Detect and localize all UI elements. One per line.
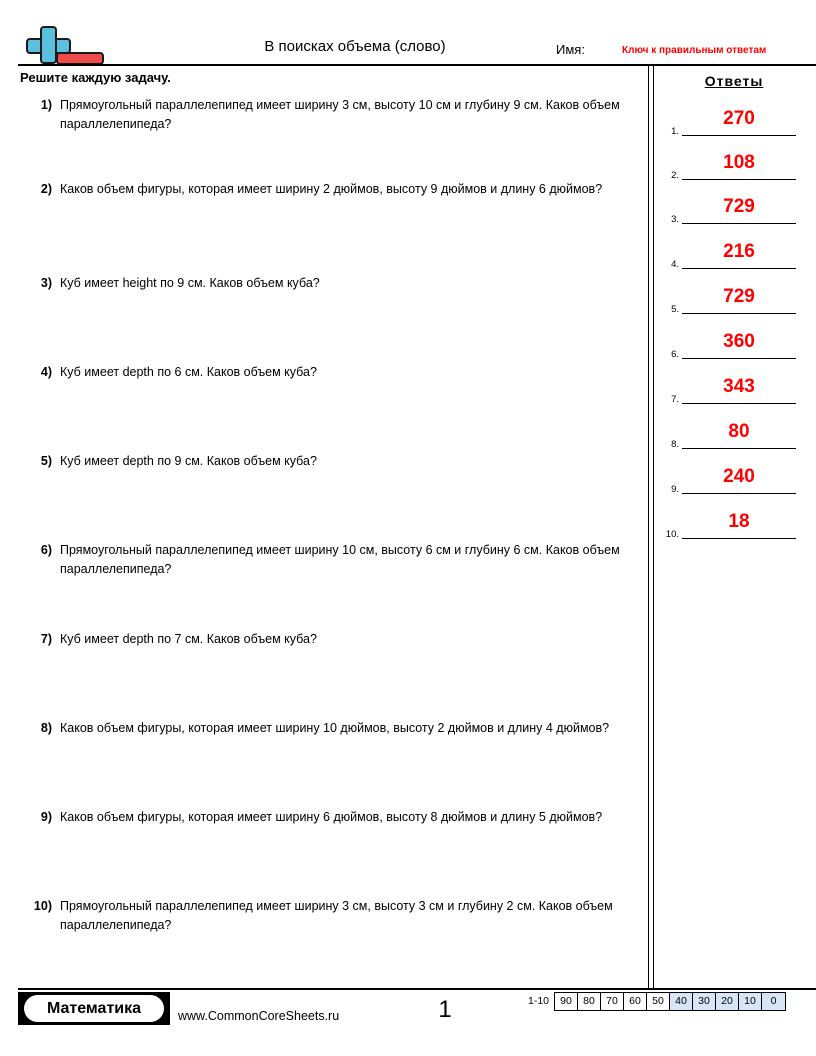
answer-number: 1. [671,126,679,137]
divider-line-right [653,64,654,988]
footer-divider [18,988,816,990]
header-divider [18,64,816,66]
question-number: 7) [40,632,52,646]
brand-pill [24,995,164,1022]
answer-value: 729 [723,196,755,217]
question-text: Куб имеет depth по 7 см. Каков объем куба? [60,632,317,646]
answer-row [660,417,810,461]
answer-slot [682,417,796,449]
question-number: 5) [40,454,52,468]
score-cell: 20 [716,993,739,1010]
question-text: Куб имеет depth по 6 см. Каков объем куба? [60,365,317,379]
answer-value: 360 [723,331,755,352]
answer-number: 9. [671,484,679,495]
instruction-text: Решите каждую задачу. [20,70,171,85]
answer-number: 6. [671,349,679,360]
plus-vertical-bar-icon [40,26,57,64]
question-text: Каков объем фигуры, которая имеет ширину 10 дюймов, высоту 2 дюймов и длину 4 дюймов? [60,721,610,735]
question-number: 9) [40,810,52,824]
answer-number: 8. [671,439,679,450]
answer-row [660,104,810,148]
name-field-label: Имя: [556,42,585,57]
score-cell: 50 [647,993,670,1010]
question-text: Прямоугольный параллелепипед имеет ширину 3 см, высоту 3 см и глубину 2 см. Каков объем параллелепипеда? [60,899,613,932]
answer-value: 240 [723,466,755,487]
answer-value: 216 [723,241,755,262]
answers-heading: Ответы [704,73,764,89]
page-number: 1 [438,996,452,1023]
plus-minus-logo-icon [18,26,108,64]
score-cell: 90 [555,993,578,1010]
question-text: Прямоугольный параллелепипед имеет ширину 10 см, высоту 6 см и глубину 6 см. Каков объем параллелепипеда? [60,543,620,576]
answer-slot [682,192,796,224]
answer-number: 3. [671,214,679,225]
score-cell: 80 [578,993,601,1010]
answer-row [660,148,810,192]
answer-row [660,192,810,236]
answer-slot [682,282,796,314]
score-range-label: 1-10 [528,995,550,1007]
answer-value: 343 [723,376,755,397]
score-cell: 0 [762,993,785,1010]
answer-number: 5. [671,304,679,315]
answer-number: 7. [671,394,679,405]
question-text: Каков объем фигуры, которая имеет ширину 2 дюймов, высоту 9 дюймов и длину 6 дюймов? [60,182,603,196]
answer-row [660,462,810,506]
question-text: Каков объем фигуры, которая имеет ширину 6 дюймов, высоту 8 дюймов и длину 5 дюймов? [60,810,603,824]
answer-slot [682,237,796,269]
answer-slot [682,507,796,539]
question-number: 6) [40,543,52,557]
answer-number: 10. [665,529,679,540]
answer-slot [682,372,796,404]
score-cell: 40 [670,993,693,1010]
question-number: 4) [40,365,52,379]
page-header [0,0,816,66]
answer-value: 729 [723,286,755,307]
answer-value: 80 [728,421,750,442]
question-number: 10) [33,899,52,913]
answer-slot [682,462,796,494]
answer-slot [682,148,796,180]
question-text: Прямоугольный параллелепипед имеет ширину 3 см, высоту 10 см и глубину 9 см. Каков объем параллелепипеда? [60,98,620,131]
score-cell: 60 [624,993,647,1010]
score-scale [528,992,786,1011]
score-cell: 10 [739,993,762,1010]
question-number: 8) [40,721,52,735]
site-url: www.CommonCoreSheets.ru [178,1009,340,1023]
column-divider [648,64,654,988]
answer-row [660,237,810,281]
answer-value: 18 [728,511,750,532]
brand-logo [18,992,170,1025]
answer-slot [682,104,796,136]
question-text: Куб имеет height по 9 см. Каков объем куба? [60,276,320,290]
question-number: 1) [40,98,52,112]
answer-number: 4. [671,259,679,270]
question-text: Куб имеет depth по 9 см. Каков объем куба? [60,454,317,468]
divider-line-left [648,64,649,988]
answer-value: 108 [723,152,755,173]
answer-key-badge: Ключ к правильным ответам [622,45,767,56]
answer-row [660,507,810,551]
answer-row [660,372,810,416]
answer-row [660,282,810,326]
answer-slot [682,327,796,359]
answer-number: 2. [671,170,679,181]
score-cell: 30 [693,993,716,1010]
question-number: 2) [40,182,52,196]
score-cell: 70 [601,993,624,1010]
answer-value: 270 [723,108,755,129]
answer-row [660,327,810,371]
brand-label: Математика [46,999,142,1017]
page-title: В поисках объема (слово) [264,38,446,55]
question-number: 3) [40,276,52,290]
score-cell-group [554,992,786,1011]
